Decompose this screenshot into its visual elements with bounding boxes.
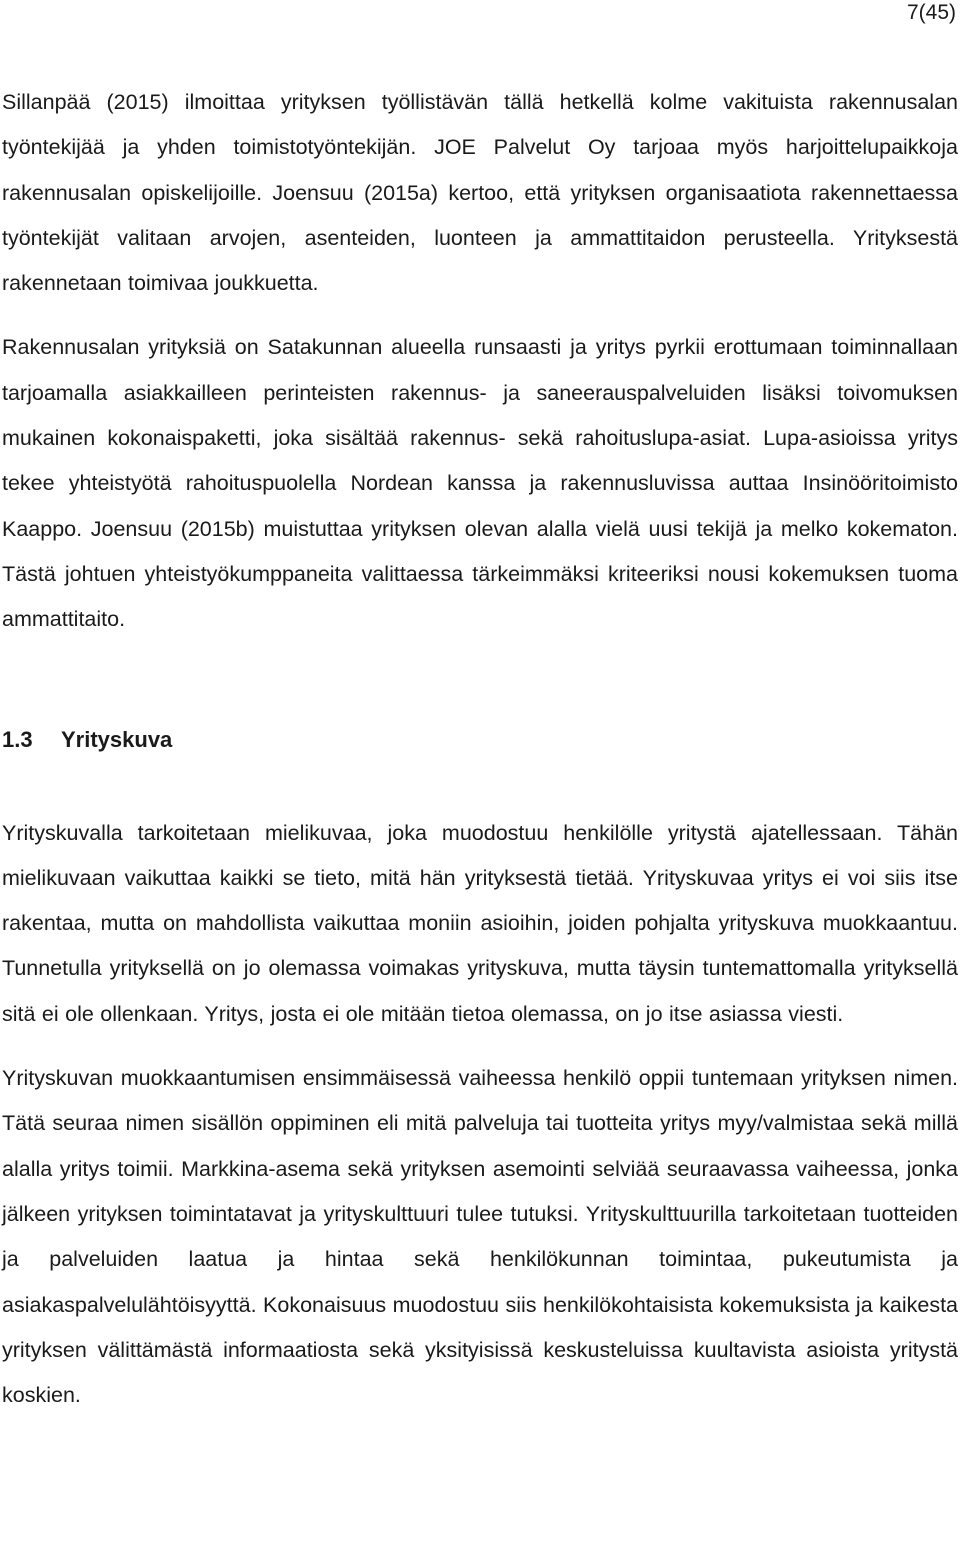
paragraph-market: Rakennusalan yrityksiä on Satakunnan alueella runsaasti ja yritys pyrkii erottumaan toiminnallaan tarjoamalla asiakkailleen perinteisten rakennus- ja saneerauspalveluiden lisäksi toivomuksen mukainen kokonaispaketti, joka sisältää rakennus- sekä rahoituslupa-asiat. Lupa-asioissa yritys tekee yhteistyötä rahoituspuolella Nordean kanssa ja rakennusluvissa auttaa Insinööritoimisto Kaappo. Joensuu (2015b) muistuttaa yrityksen olevan alalla vielä uusi tekijä ja melko kokematon. Tästä johtuen yhteistyökumppaneita valittaessa tärkeimmäksi kriteeriksi nousi kokemuksen tuoma ammattitaito. (2, 335, 958, 632)
paragraph-definition: Yrityskuvalla tarkoitetaan mielikuvaa, joka muodostuu henkilölle yritystä ajatellessaan. Tähän mielikuvaan vaikuttaa kaikki se tieto, mitä hän yrityksestä tietää. Yrityskuvaa yritys ei voi siis itse rakentaa, mutta on mahdollista vaikuttaa moniin asioihin, joiden pohjalta yrityskuva muokkaantuu. Tunnetulla yrityksellä on jo olemassa voimakas yrityskuva, mutta täysin tuntemattomalla yrityksellä sitä ei ole ollenkaan. Yritys, josta ei ole mitään tietoa olemassa, on jo itse asiassa viesti. (2, 820, 958, 1026)
paragraph-formation: Yrityskuvan muokkaantumisen ensimmäisessä vaiheessa henkilö oppii tuntemaan yrityksen nimen. Tätä seuraa nimen sisällön oppiminen eli mitä palveluja tai tuotteita yritys myy/valmistaa sekä millä alalla yritys toimii. Markkina-asema sekä yrityksen asemointi selviää seuraavassa vaiheessa, jonka jälkeen yrityksen toimintatavat ja yrityskulttuuri tulee tutuksi. Yrityskulttuurilla tarkoitetaan tuotteiden ja palveluiden laatua ja hintaa sekä henkilökunnan toimintaa, pukeutumista ja asiakaspalvelulähtöisyyttä. Kokonaisuus muodostuu siis henkilökohtaisista kokemuksista ja kaikesta yrityksen välittämästä informaatiosta sekä yksityisissä keskusteluissa kuultavista asioista yritystä koskien. (2, 1066, 958, 1408)
document-body (2, 80, 958, 1418)
section-number: 1.3 (2, 726, 33, 752)
section-heading (2, 725, 958, 755)
page-number: 7(45) (906, 1, 956, 24)
paragraph-employees: Sillanpää (2015) ilmoittaa yrityksen työllistävän tällä hetkellä kolme vakituista rakennusalan työntekijää ja yhden toimistotyöntekijän. JOE Palvelut Oy tarjoaa myös harjoittelupaikkoja rakennusalan opiskelijoille. Joensuu (2015a) kertoo, että yrityksen organisaatiota rakennettaessa työntekijät valitaan arvojen, asenteiden, luonteen ja ammattitaidon perusteella. Yrityksestä rakennetaan toimivaa joukkuetta. (2, 90, 958, 296)
section-title: Yrityskuva (61, 726, 173, 752)
